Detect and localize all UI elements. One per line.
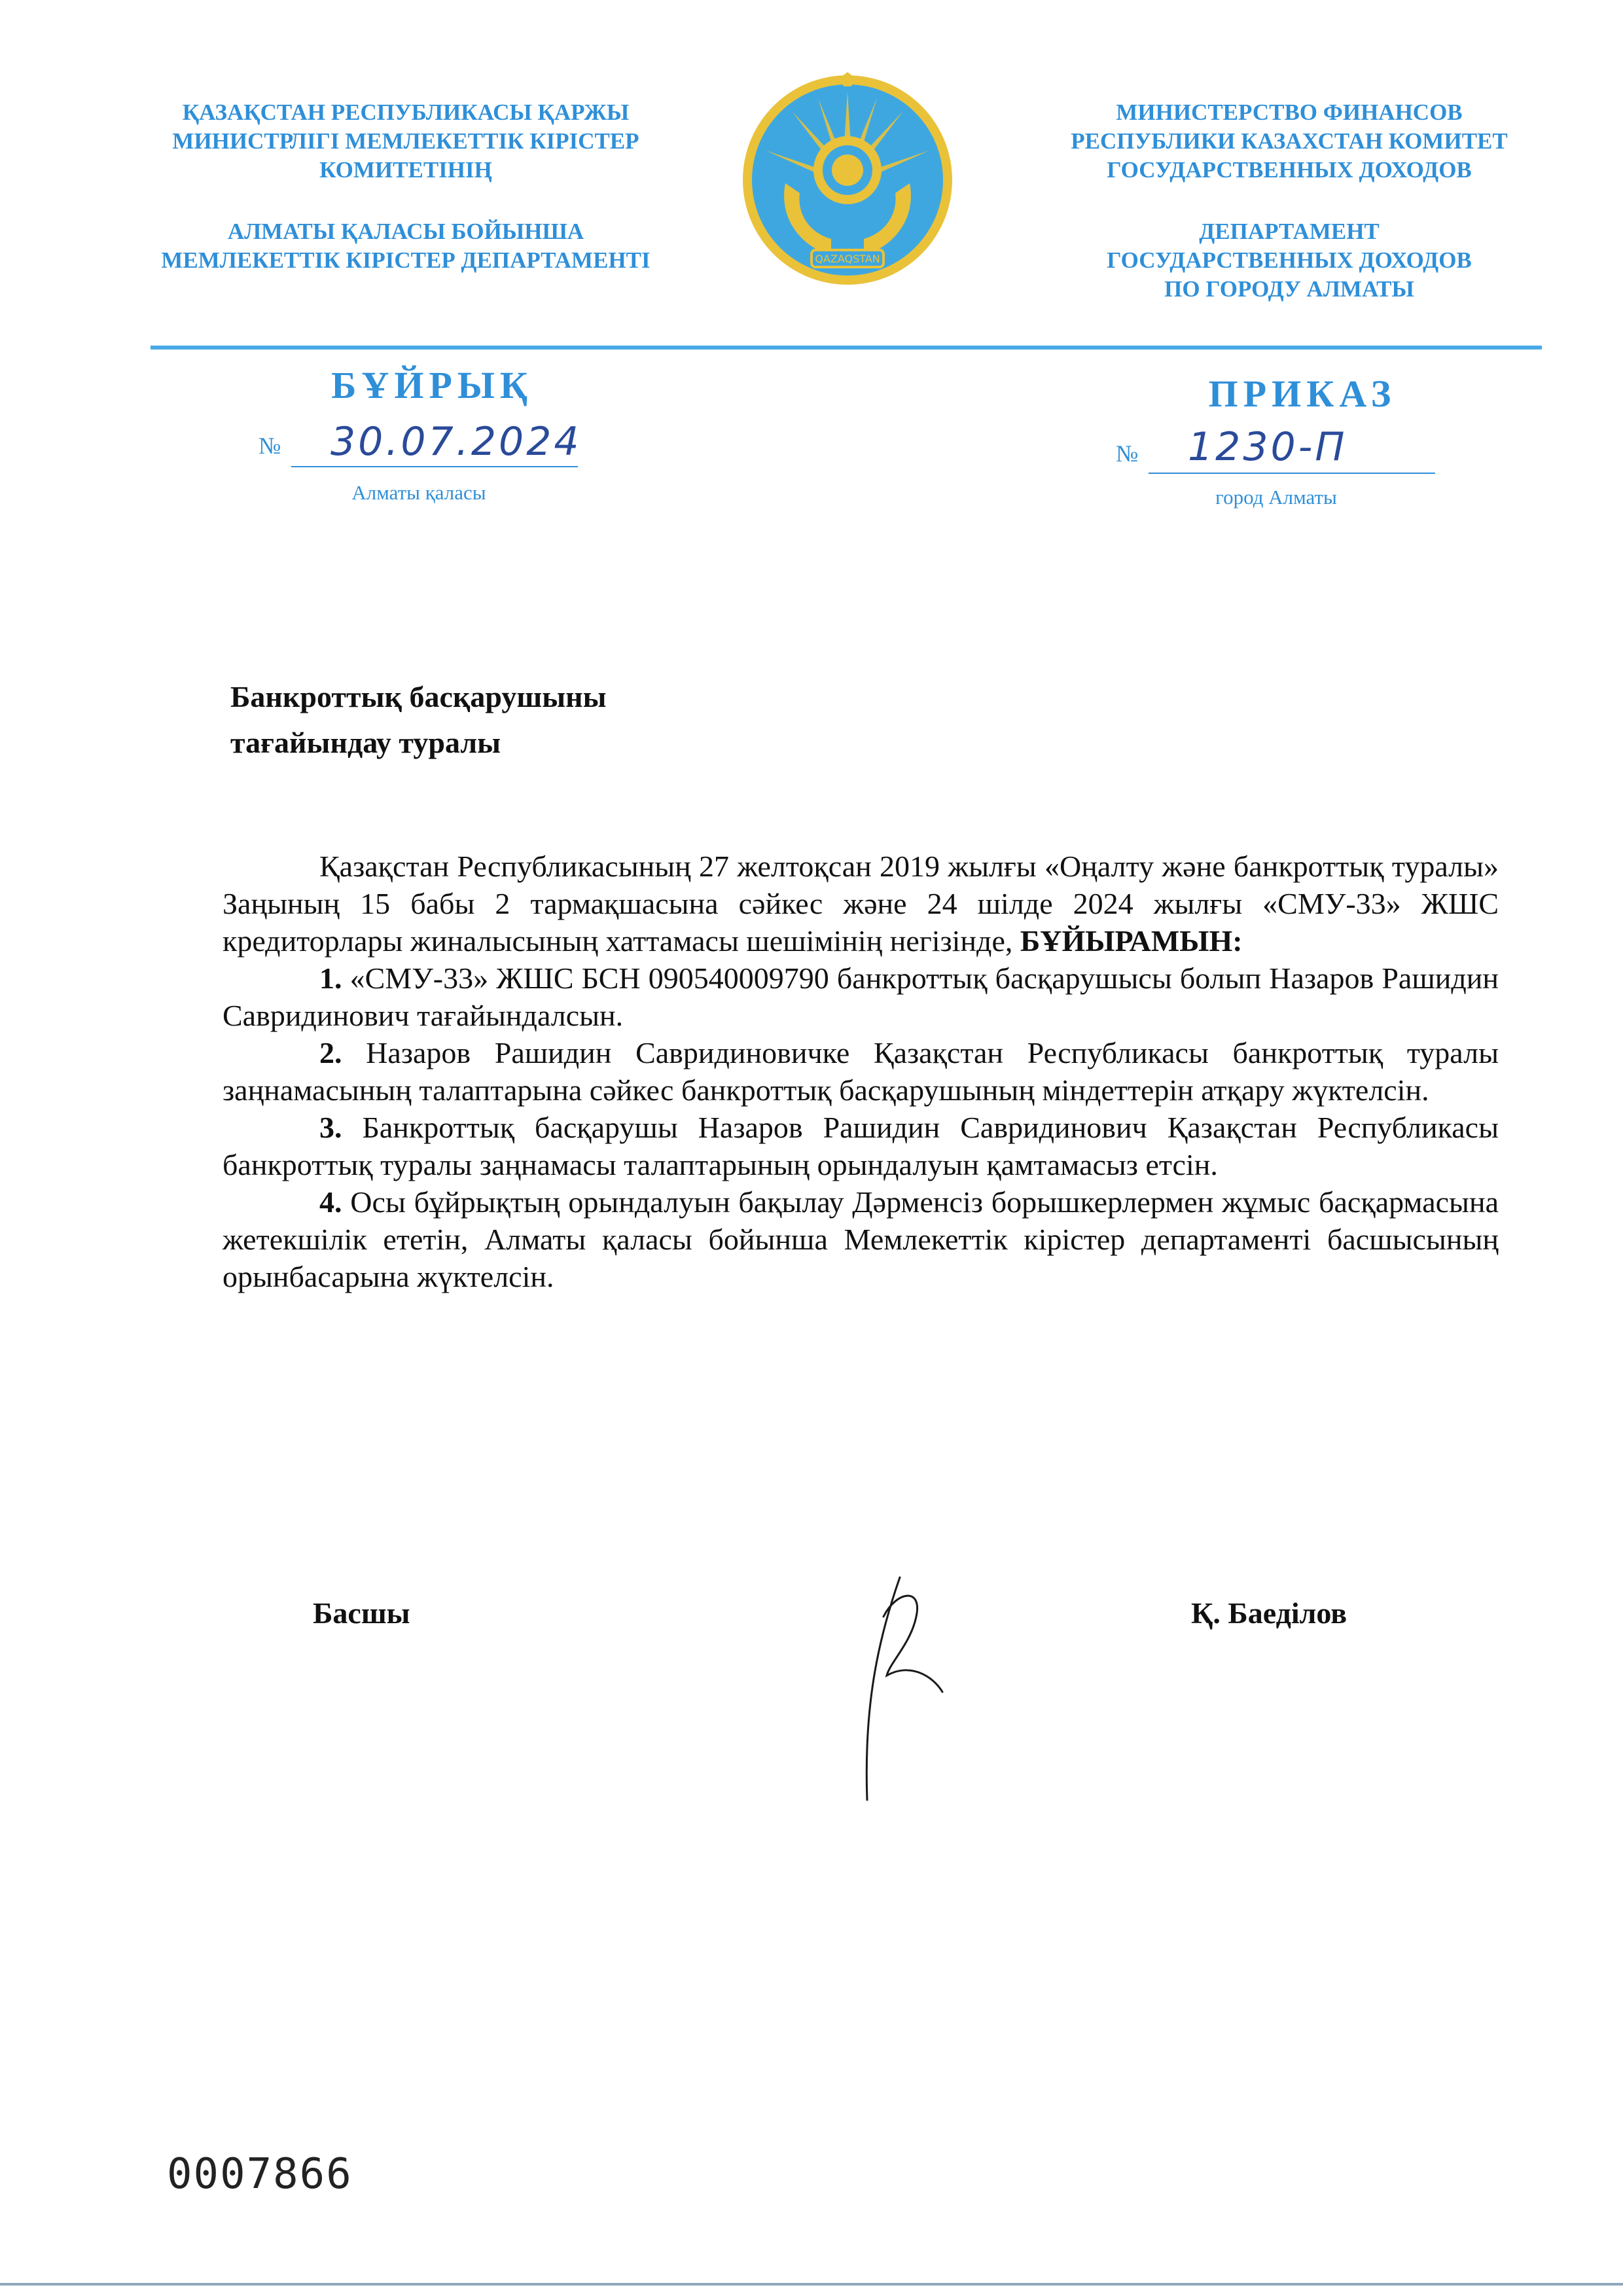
city-ru: город Алматы: [1215, 486, 1337, 509]
item-number: 2.: [319, 1036, 342, 1069]
item-text: Осы бұйрықтың орындалуын бақылау Дәрменсіз борышкерлермен жұмыс басқармасына жетекшілік ететін, Алматы қаласы бойынша Мемлекеттік кірістер департаменті басшысының орынбасарына жүктелсін.: [223, 1185, 1499, 1293]
serial-number: 0007866: [167, 2150, 353, 2198]
order-body: [223, 848, 1499, 1295]
subject-line: Банкроттық басқарушыны: [230, 680, 607, 713]
header-left-org-line: МИНИСТРЛІГІ МЕМЛЕКЕТТІК КІРІСТЕР: [172, 128, 639, 154]
header-left-org-line: КОМИТЕТІНІҢ: [319, 157, 492, 183]
order-title-ru: ПРИКАЗ: [1208, 372, 1397, 415]
preamble-paragraph: [223, 848, 1499, 960]
item-number: 1.: [319, 961, 342, 995]
header-right-org-line: МИНИСТЕРСТВО ФИНАНСОВ: [1116, 99, 1463, 125]
number-sign-kz: №: [259, 433, 281, 459]
item-number: 3.: [319, 1111, 342, 1144]
header-right-dept-line: ПО ГОРОДУ АЛМАТЫ: [1164, 276, 1414, 302]
item-text: Банкроттық басқарушы Назаров Рашидин Савридинович Қазақстан Республикасы банкроттық туралы заңнамасы талаптарының орындалуын қамтамасыз етсін.: [223, 1111, 1499, 1181]
order-title-kz: БҰЙРЫҚ: [331, 364, 533, 406]
preamble-text: Қазақстан Республикасының 27 желтоқсан 2019 жылғы «Оңалту және банкроттық туралы» Заңының 15 бабы 2 тармақшасына сәйкес және 24 шілде 2024 жылғы «СМУ-33» ЖШС кредиторлары жиналысының хаттамасы шешімінің негізінде,: [223, 850, 1499, 958]
emblem-text: QAZAQSTAN: [815, 253, 880, 265]
handwritten-date: 30.07.2024: [330, 419, 582, 465]
number-underline: [1149, 473, 1435, 474]
header-right-dept-line: ГОСУДАРСТВЕННЫХ ДОХОДОВ: [1107, 247, 1472, 273]
header-right-ru: [1021, 98, 1558, 304]
city-kz: Алматы қаласы: [351, 481, 486, 504]
order-item: [223, 960, 1499, 1034]
order-item: [223, 1034, 1499, 1109]
subject-line: тағайындау туралы: [230, 726, 501, 759]
header-left-org-line: ҚАЗАҚСТАН РЕСПУБЛИКАСЫ ҚАРЖЫ: [182, 99, 630, 125]
preamble-directive: БҰЙЫРАМЫН:: [1020, 924, 1243, 958]
header-divider: [151, 346, 1542, 350]
header-right-org-line: РЕСПУБЛИКИ КАЗАХСТАН КОМИТЕТ: [1071, 128, 1508, 154]
item-number: 4.: [319, 1185, 342, 1219]
signatory-position: Басшы: [313, 1596, 410, 1630]
handwritten-order-number: 1230-П: [1188, 424, 1347, 470]
header-left-dept-line: АЛМАТЫ ҚАЛАСЫ БОЙЫНША: [227, 219, 584, 244]
number-sign-ru: №: [1116, 440, 1139, 467]
order-subject: [230, 674, 607, 766]
header-left-dept-line: МЕМЛЕКЕТТІК КІРІСТЕР ДЕПАРТАМЕНТІ: [161, 247, 651, 273]
handwritten-signature: [838, 1564, 955, 1813]
order-item: [223, 1183, 1499, 1295]
date-underline: [291, 466, 578, 467]
item-text: «СМУ-33» ЖШС БСН 090540009790 банкроттық басқарушысы болып Назаров Рашидин Савридинович тағайындалсын.: [223, 961, 1499, 1032]
header-right-org-line: ГОСУДАРСТВЕННЫХ ДОХОДОВ: [1107, 157, 1472, 183]
item-text: Назаров Рашидин Савридиновичке Қазақстан Республикасы банкроттық туралы заңнамасының талаптарына сәйкес банкроттық басқарушының міндеттерін атқару жүктелсін.: [223, 1036, 1499, 1107]
header-right-dept-line: ДЕПАРТАМЕНТ: [1199, 219, 1380, 244]
header-left-kz: [131, 98, 681, 275]
state-emblem-icon: [740, 72, 955, 288]
order-item: [223, 1109, 1499, 1183]
page-bottom-edge: [0, 2283, 1623, 2286]
signatory-name: Қ. Баеділов: [1191, 1596, 1347, 1630]
